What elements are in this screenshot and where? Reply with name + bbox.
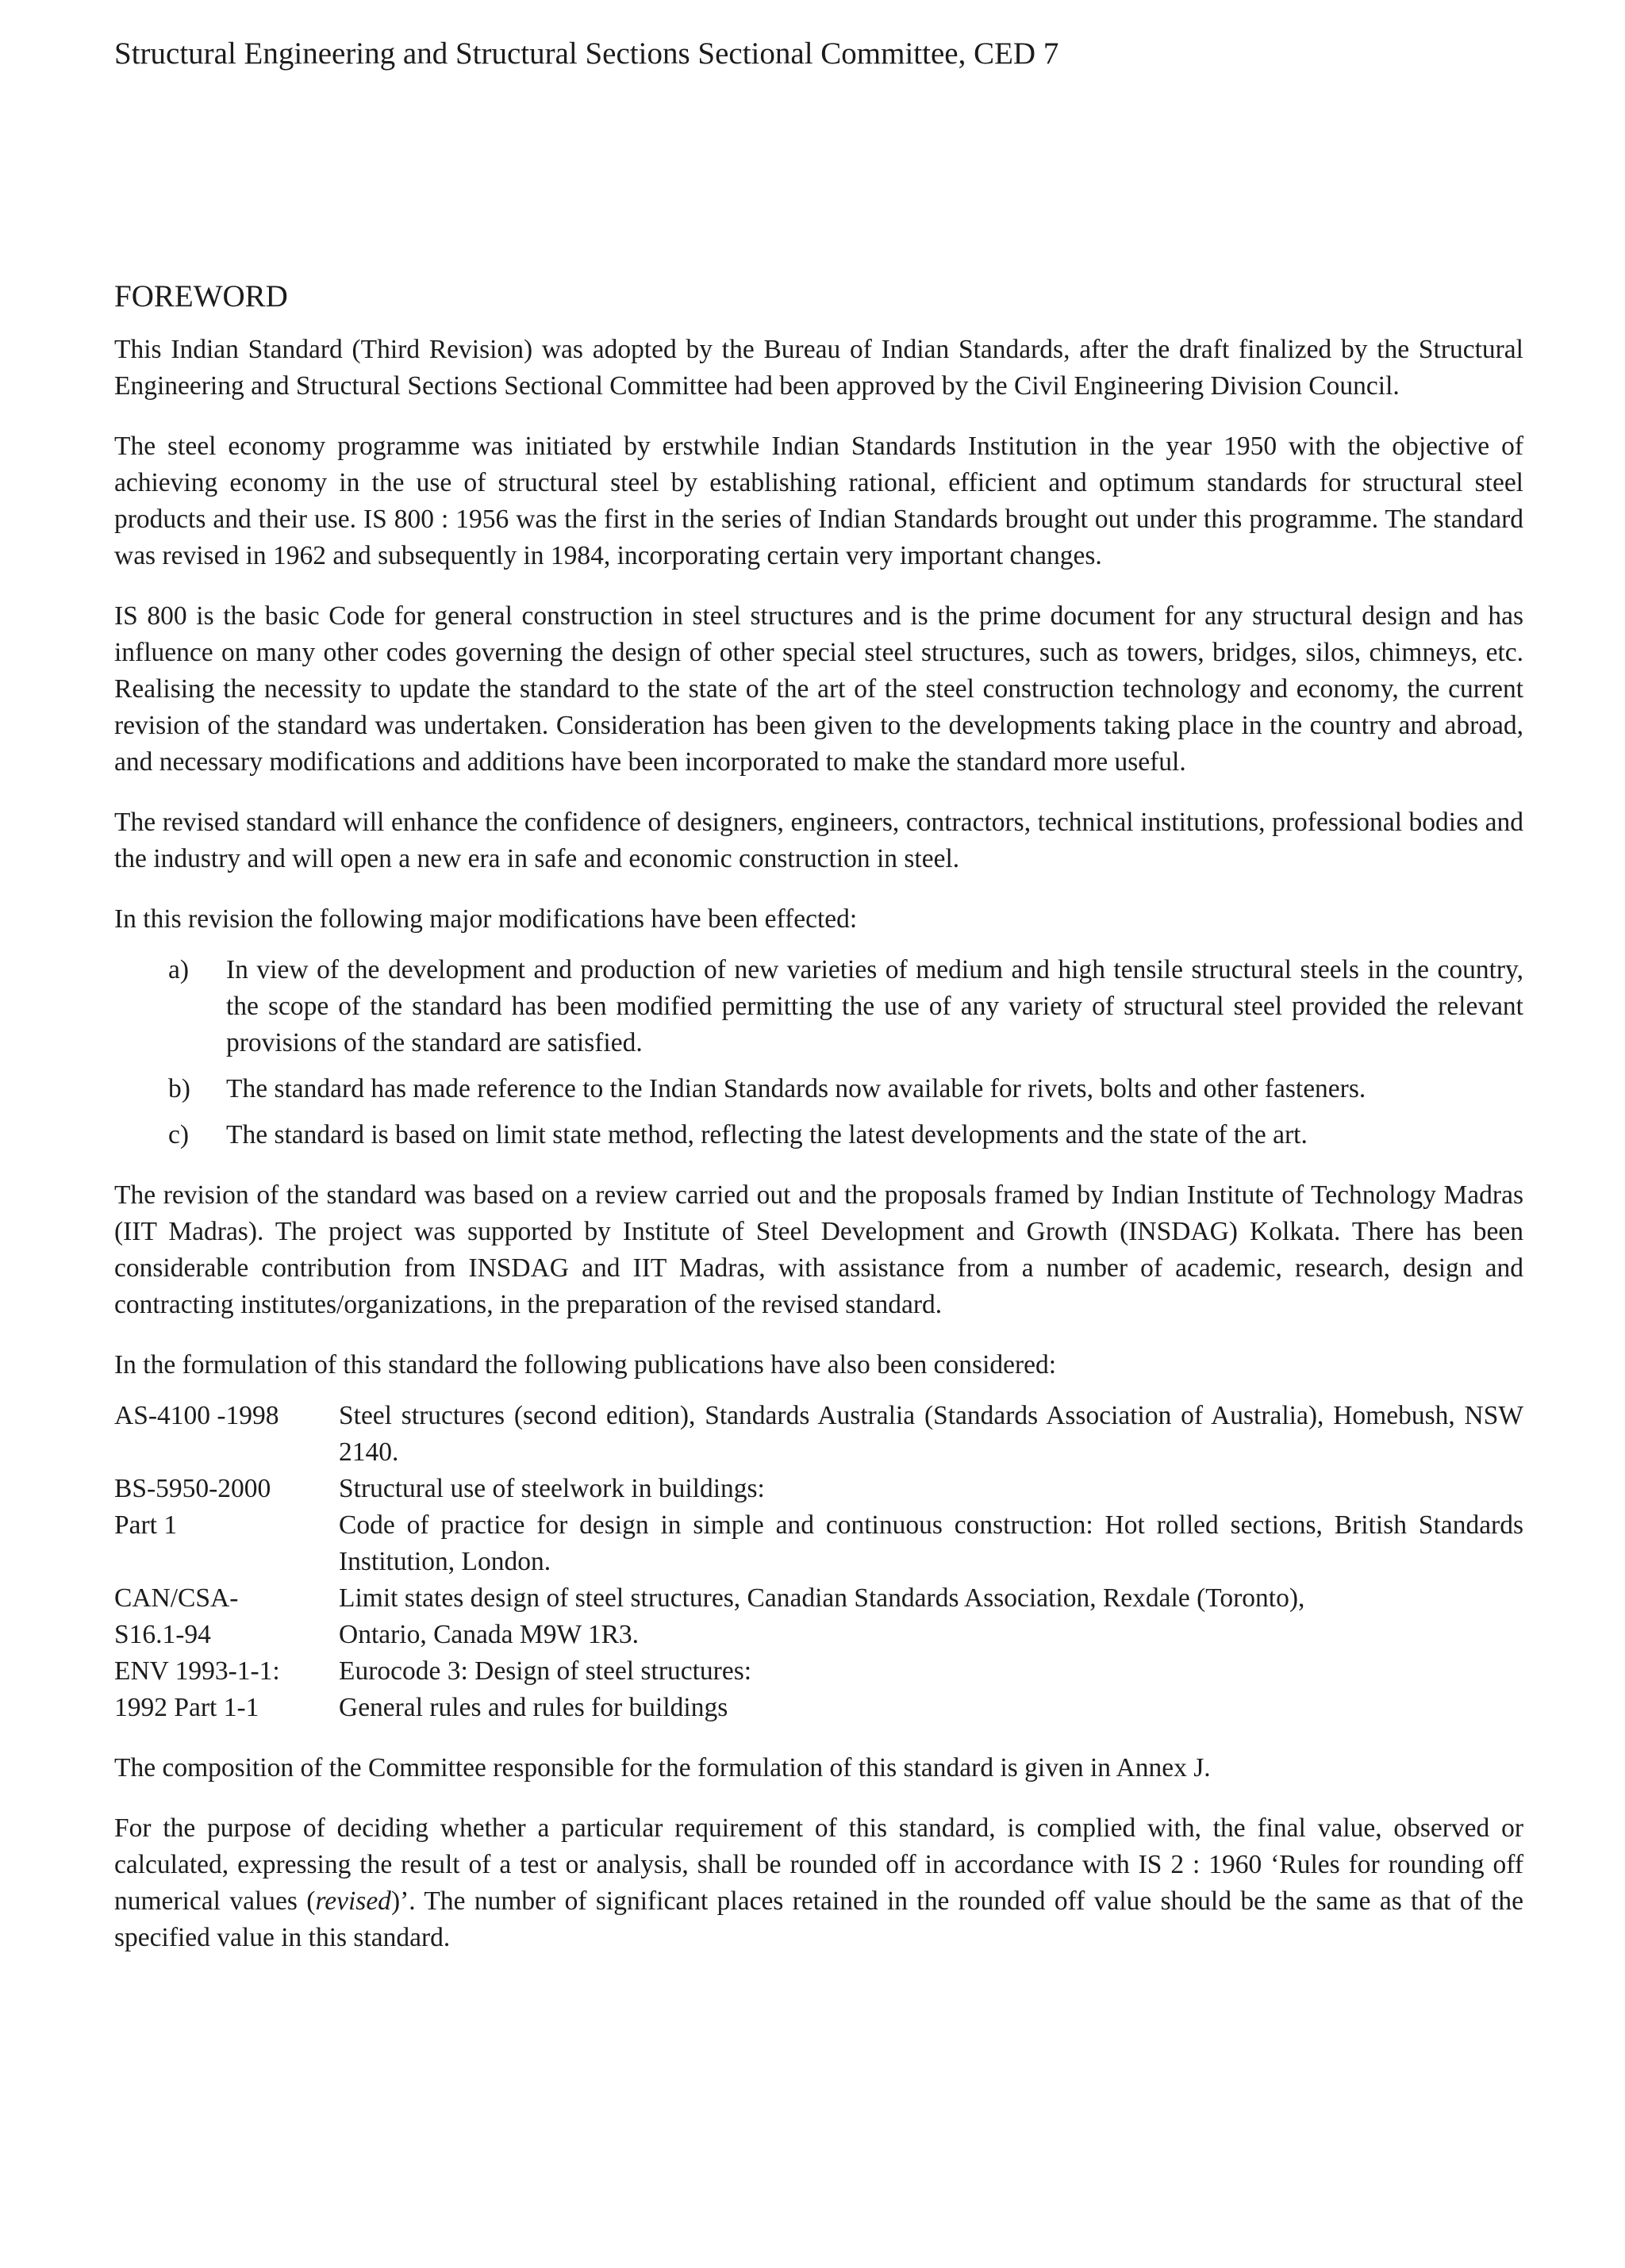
reference-text: Structural use of steelwork in buildings: (339, 1474, 765, 1503)
reference-code: BS-5950-2000 (114, 1474, 271, 1503)
reference-code: ENV 1993-1-1: (114, 1656, 280, 1686)
reference-code: AS-4100 -1998 (114, 1401, 279, 1430)
running-header: Structural Engineering and Structural Sections Sectional Committee, CED 7 (114, 36, 1059, 71)
reference-row (114, 1507, 1523, 1580)
section-title: FOREWORD (114, 279, 288, 313)
rounding-text-start: For the purpose of deciding whether a particular requirement of this standard, is complied with, the final value, observed or calculated, expressing the result of a test or analysis, shall be rounded off in accordance with IS 2 : 1960 ‘Rules for rounding off numerical values ( (114, 1813, 1523, 1916)
paragraph-scope: IS 800 is the basic Code for general construction in steel structures and is the prime document for any structural design and has influence on many other codes governing the design of other special steel structures, such as towers, bridges, silos, chimneys, etc. Realising the necessity to update the standard to the state of the art of the steel construction technology and economy, the current revision of the standard was undertaken. Consideration has been given to the developments taking place in the country and abroad, and necessary modifications and additions have been incorporated to make the standard more useful. (114, 601, 1523, 777)
reference-row (114, 1471, 1523, 1507)
list-text: The standard is based on limit state method, reflecting the latest developments and the state of the art. (226, 1120, 1308, 1149)
references-table (114, 1398, 1523, 1726)
reference-row (114, 1398, 1523, 1471)
list-item (114, 952, 1523, 1061)
document-body (114, 332, 1523, 1980)
reference-row (114, 1617, 1523, 1653)
reference-row (114, 1653, 1523, 1690)
reference-code: Part 1 (114, 1510, 178, 1540)
reference-code: CAN/CSA- (114, 1583, 239, 1613)
paragraph-confidence: The revised standard will enhance the confidence of designers, engineers, contractors, technical institutions, professional bodies and the industry and will open a new era in safe and economic construction in steel. (114, 808, 1523, 873)
paragraph-history: The steel economy programme was initiated by erstwhile Indian Standards Institution in the year 1950 with the objective of achieving economy in the use of structural steel by establishing rational, efficient and optimum standards for structural steel products and their use. IS 800 : 1956 was the first in the series of Indian Standards brought out under this programme. The standard was revised in 1962 and subsequently in 1984, incorporating certain very important changes. (114, 432, 1523, 570)
paragraph-modifications-intro: In this revision the following major modifications have been effected: (114, 904, 858, 934)
rounding-text-emphasis: revised (315, 1886, 391, 1916)
paragraph-adoption: This Indian Standard (Third Revision) was adopted by the Bureau of Indian Standards, after the draft finalized by the Structural Engineering and Structural Sections Sectional Committee had been approved by the Civil Engineering Division Council. (114, 335, 1523, 401)
paragraph-review: The revision of the standard was based on a review carried out and the proposals framed by Indian Institute of Technology Madras (IIT Madras). The project was supported by Institute of Steel Development and Growth (INSDAG) Kolkata. There has been considerable contribution from INSDAG and IIT Madras, with assistance from a number of academic, research, design and contracting institutes/organizations, in the preparation of the revised standard. (114, 1180, 1523, 1319)
list-item (114, 1071, 1523, 1107)
list-text: In view of the development and production of new varieties of medium and high tensile structural steels in the country, the scope of the standard has been modified permitting the use of any variety of structural steel provided the relevant provisions of the standard are satisfied. (226, 955, 1523, 1057)
reference-text: Steel structures (second edition), Standards Australia (Standards Association of Australia), Homebush, NSW 2140. (339, 1401, 1523, 1467)
list-marker: c) (168, 1120, 190, 1149)
paragraph-rounding (114, 1810, 1523, 1956)
paragraph-publications-intro: In the formulation of this standard the following publications have also been considered: (114, 1350, 1057, 1380)
reference-row (114, 1580, 1523, 1617)
paragraph-annex: The composition of the Committee responsible for the formulation of this standard is given in Annex J. (114, 1753, 1211, 1783)
list-marker: a) (168, 955, 190, 984)
list-marker: b) (168, 1074, 190, 1103)
reference-text: Eurocode 3: Design of steel structures: (339, 1656, 752, 1686)
modifications-list (114, 952, 1523, 1153)
list-text: The standard has made reference to the Indian Standards now available for rivets, bolts and other fasteners. (226, 1074, 1366, 1103)
list-item (114, 1117, 1523, 1153)
reference-row (114, 1690, 1523, 1726)
reference-text: Code of practice for design in simple and continuous construction: Hot rolled sections, British Standards Institution, London. (339, 1510, 1523, 1576)
reference-text: General rules and rules for buildings (339, 1693, 728, 1722)
reference-code: S16.1-94 (114, 1620, 211, 1649)
reference-code: 1992 Part 1-1 (114, 1693, 259, 1722)
reference-text: Ontario, Canada M9W 1R3. (339, 1620, 640, 1649)
reference-text: Limit states design of steel structures, Canadian Standards Association, Rexdale (Toronto), (339, 1583, 1305, 1613)
rounding-text-end: )’. The number of significant places retained in the rounded off value should be the same as that of the specified value in this standard. (114, 1886, 1523, 1952)
